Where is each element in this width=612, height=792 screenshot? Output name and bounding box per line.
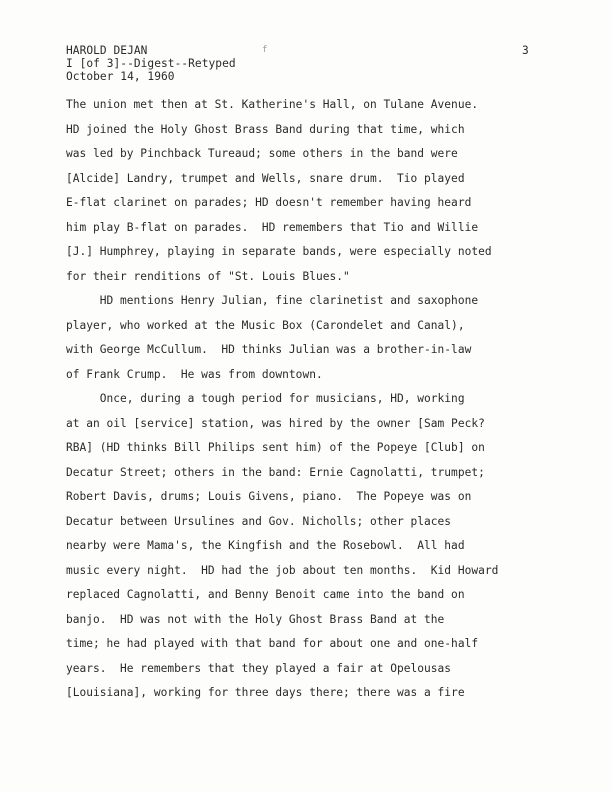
- text-line: was led by Pinchback Tureaud; some others in the band were: [66, 147, 458, 160]
- text-line: time; he had played with that band for about one and one-half: [66, 637, 479, 650]
- interviewee-name: HAROLD DEJAN: [66, 44, 148, 57]
- reel-label: I [of 3]--Digest--Retyped: [66, 57, 236, 70]
- text-line: at an oil [service] station, was hired by the owner [Sam Peck?: [66, 416, 485, 430]
- text-line: HD mentions Henry Julian, fine clarinetist and saxophone: [66, 294, 479, 307]
- text-line: of Frank Crump. He was from downtown.: [66, 367, 323, 381]
- text-line: banjo. HD was not with the Holy Ghost Brass Band at the: [66, 612, 445, 626]
- text-line: years. He remembers that they played a fair at Opelousas: [66, 661, 452, 675]
- stray-pen-mark: f: [262, 45, 268, 55]
- text-line: HD joined the Holy Ghost Brass Band during that time, which: [66, 122, 465, 136]
- text-line: with George McCullum. HD thinks Julian was a brother-in-law: [66, 343, 472, 356]
- text-line: for their renditions of "St. Louis Blues.": [66, 269, 350, 283]
- text-line: player, who worked at the Music Box (Carondelet and Canal),: [66, 318, 465, 332]
- text-line: [Louisiana], working for three days there; there was a fire: [66, 686, 465, 699]
- text-line: Decatur Street; others in the band: Ernie Cagnolatti, trumpet;: [66, 465, 485, 479]
- text-line: E-flat clarinet on parades; HD doesn't remember having heard: [66, 196, 472, 209]
- text-line: [Alcide] Landry, trumpet and Wells, snare drum. Tio played: [66, 171, 465, 185]
- text-line: Once, during a tough period for musicians, HD, working: [66, 392, 465, 405]
- text-line: replaced Cagnolatti, and Benny Benoit came into the band on: [66, 588, 465, 601]
- interview-date: October 14, 1960: [66, 70, 175, 83]
- text-line: RBA] (HD thinks Bill Philips sent him) of the Popeye [Club] on: [66, 441, 485, 454]
- page-header: [66, 44, 236, 83]
- text-line: Decatur between Ursulines and Gov. Nicholls; other places: [66, 514, 452, 528]
- text-line: music every night. HD had the job about ten months. Kid Howard: [66, 563, 499, 577]
- text-line: [J.] Humphrey, playing in separate bands, were especially noted: [66, 245, 492, 258]
- page-number: 3: [522, 44, 529, 57]
- text-line: him play B-flat on parades. HD remembers that Tio and Willie: [66, 220, 479, 234]
- text-line: nearby were Mama's, the Kingfish and the Rosebowl. All had: [66, 539, 465, 552]
- text-line: Robert Davis, drums; Louis Givens, piano. The Popeye was on: [66, 490, 472, 503]
- text-line: The union met then at St. Katherine's Hall, on Tulane Avenue.: [66, 98, 479, 111]
